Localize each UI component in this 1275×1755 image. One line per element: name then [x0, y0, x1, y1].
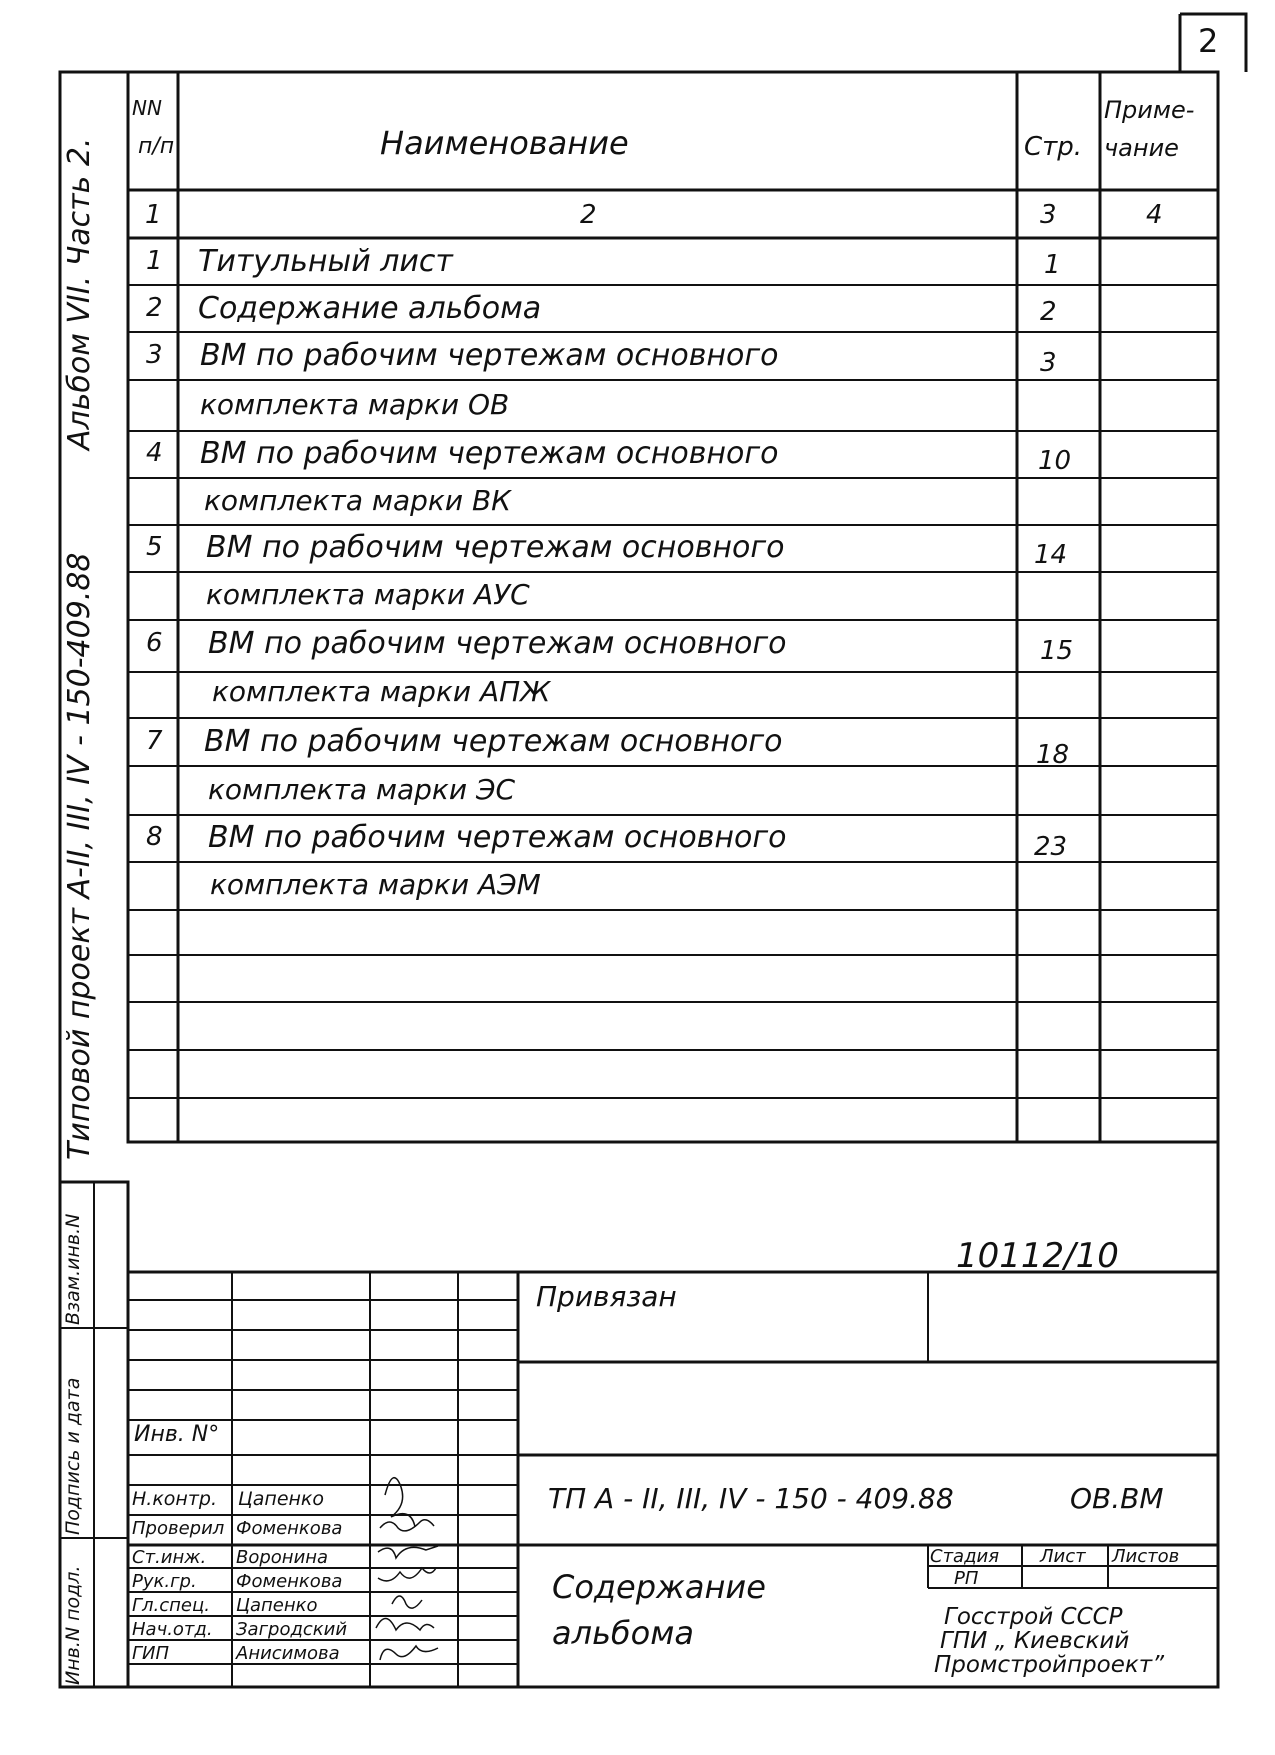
row-page: 1 — [1044, 250, 1061, 280]
signature-2 — [380, 1520, 434, 1531]
signer-name: Загродский — [236, 1619, 348, 1640]
row-title: ВМ по рабочим чертежам основного — [200, 338, 779, 373]
organization-line1: Госстрой СССР — [944, 1604, 1123, 1630]
row-title-cont: комплекта марки АУС — [206, 578, 530, 611]
header-page: Стр. — [1024, 132, 1083, 162]
row-page: 15 — [1040, 636, 1074, 666]
privyazan-label: Привязан — [536, 1280, 677, 1313]
signer-name: Цапенко — [236, 1595, 318, 1616]
row-title: ВМ по рабочим чертежам основного — [200, 436, 779, 471]
row-number: 7 — [146, 726, 163, 756]
row-number: 3 — [146, 340, 163, 370]
signature-7 — [380, 1646, 438, 1660]
stage-header: Стадия — [930, 1546, 1000, 1567]
row-page: 14 — [1034, 540, 1068, 570]
row-title: Титульный лист — [198, 244, 453, 279]
signature-3 — [378, 1546, 438, 1558]
signer-name: Фоменкова — [236, 1518, 343, 1539]
signer-name: Анисимова — [236, 1643, 340, 1664]
row-number: 8 — [146, 822, 163, 852]
document-title-line2: альбома — [552, 1614, 694, 1652]
document-mark: ОВ.ВМ — [1070, 1482, 1164, 1515]
row-number: 2 — [146, 293, 163, 323]
row-title-cont: комплекта марки ЭС — [208, 773, 516, 806]
organization-line3: Промстройпроект” — [934, 1652, 1165, 1678]
row-number: 1 — [146, 246, 163, 276]
signer-role: Рук.гр. — [132, 1571, 197, 1592]
row-number: 5 — [146, 532, 163, 562]
header-note-line2: чание — [1104, 134, 1179, 162]
column-number-4: 4 — [1146, 200, 1163, 230]
column-number-1: 1 — [145, 200, 162, 230]
row-page: 2 — [1040, 297, 1057, 327]
signature-5 — [392, 1596, 422, 1608]
document-title-line1: Содержание — [552, 1568, 766, 1606]
signer-role: Ст.инж. — [132, 1547, 207, 1568]
sheet-header: Лист — [1040, 1546, 1086, 1567]
document-designation: ТП А - II, III, IV - 150 - 409.88 — [548, 1482, 954, 1515]
column-number-2: 2 — [580, 200, 597, 230]
side-caption-album: Альбом VII. Часть 2. — [62, 137, 97, 450]
header-name: Наименование — [380, 124, 629, 162]
signature-4 — [378, 1568, 436, 1581]
signer-role: Гл.спец. — [132, 1595, 210, 1616]
row-number: 6 — [146, 628, 163, 658]
row-title-cont: комплекта марки ОВ — [200, 388, 510, 421]
inv-number-label: Инв. N° — [134, 1422, 220, 1447]
header-num-line2: п/п — [138, 134, 175, 159]
stage-value: РП — [954, 1568, 979, 1589]
row-title: ВМ по рабочим чертежам основного — [206, 530, 785, 565]
column-number-3: 3 — [1040, 200, 1057, 230]
row-page: 18 — [1036, 740, 1070, 770]
organization-line2: ГПИ „ Киевский — [940, 1628, 1130, 1654]
page-number: 2 — [1198, 22, 1219, 60]
row-title: ВМ по рабочим чертежам основного — [204, 724, 783, 759]
row-title: Содержание альбома — [198, 291, 542, 326]
side-label-inv-podl: Инв.N подл. — [62, 1565, 84, 1685]
row-number: 4 — [146, 438, 163, 468]
header-note-line1: Приме- — [1104, 96, 1195, 124]
side-label-vzam: Взам.инв.N — [62, 1213, 84, 1325]
sheets-header: Листов — [1112, 1546, 1180, 1567]
signer-role: Н.контр. — [132, 1488, 218, 1510]
row-title-cont: комплекта марки АПЖ — [212, 675, 551, 708]
signer-role: ГИП — [132, 1643, 170, 1664]
signer-role: Проверил — [132, 1518, 225, 1539]
signer-name: Фоменкова — [236, 1571, 343, 1592]
signer-name: Воронина — [236, 1547, 329, 1568]
side-label-podpis: Подпись и дата — [62, 1377, 84, 1535]
row-title-cont: комплекта марки ВК — [204, 484, 512, 517]
row-page: 23 — [1034, 832, 1068, 862]
row-page: 3 — [1040, 348, 1057, 378]
row-title-cont: комплекта марки АЭМ — [210, 868, 541, 901]
archive-number: 10112/10 — [956, 1236, 1119, 1276]
signer-role: Нач.отд. — [132, 1619, 213, 1640]
row-title: ВМ по рабочим чертежам основного — [208, 626, 787, 661]
side-caption-project: Типовой проект А-II, III, IV - 150-409.88 — [62, 552, 97, 1160]
signer-name: Цапенко — [238, 1488, 325, 1510]
signature-6 — [376, 1618, 434, 1630]
row-title: ВМ по рабочим чертежам основного — [208, 820, 787, 855]
row-page: 10 — [1038, 446, 1072, 476]
header-num-line1: NN — [132, 96, 162, 120]
